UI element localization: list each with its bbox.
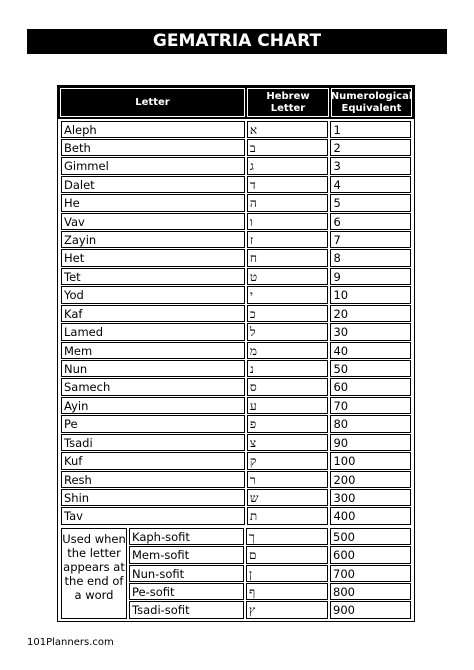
numerological-value-cell: 700	[330, 565, 411, 582]
hebrew-letter-cell: ן	[246, 565, 328, 582]
hebrew-letter-cell: ח	[247, 249, 329, 266]
table-row	[60, 175, 412, 193]
gematria-table	[57, 85, 415, 622]
header-hebrew-letter: Hebrew Letter	[247, 88, 329, 117]
table-row	[60, 415, 412, 433]
letter-name-cell: Dalet	[61, 176, 245, 193]
table-row	[60, 231, 412, 249]
table-row	[128, 527, 412, 545]
table-row	[128, 546, 412, 564]
table-row	[60, 378, 412, 396]
numerological-value-cell: 70	[330, 397, 411, 414]
table-row	[60, 396, 412, 414]
table-row	[60, 120, 412, 138]
letter-name-cell: Kaf	[61, 305, 245, 322]
hebrew-letter-cell: פ	[247, 415, 329, 432]
letter-name-cell: Beth	[61, 139, 245, 156]
letter-name-cell: Lamed	[61, 323, 245, 340]
letter-name-cell: Aleph	[61, 121, 245, 138]
hebrew-letter-cell: ש	[247, 489, 329, 506]
numerological-value-cell: 2	[330, 139, 411, 156]
letter-name-cell: Vav	[61, 213, 245, 230]
letter-name-cell: Nun-sofit	[129, 565, 244, 582]
letter-name-cell: He	[61, 194, 245, 211]
letter-name-cell: Mem	[61, 342, 245, 359]
hebrew-letter-cell: ד	[247, 176, 329, 193]
numerological-value-cell: 400	[330, 507, 411, 524]
table-row	[60, 286, 412, 304]
hebrew-letter-cell: ם	[246, 546, 328, 563]
table-row	[60, 507, 412, 525]
hebrew-letter-cell: נ	[247, 360, 329, 377]
footer-source: 101Planners.com	[27, 637, 114, 648]
numerological-value-cell: 40	[330, 342, 411, 359]
numerological-value-cell: 20	[330, 305, 411, 322]
letter-name-cell: Resh	[61, 471, 245, 488]
table-body	[58, 119, 414, 527]
hebrew-letter-cell: ע	[247, 397, 329, 414]
letter-name-cell: Samech	[61, 378, 245, 395]
letter-name-cell: Kaph-sofit	[129, 528, 244, 545]
table-row	[60, 212, 412, 230]
header-numerological-equivalent: Numerological Equivalent	[331, 88, 412, 117]
letter-name-cell: Zayin	[61, 231, 245, 248]
numerological-value-cell: 80	[330, 415, 411, 432]
hebrew-letter-cell: ק	[247, 452, 329, 469]
numerological-value-cell: 8	[330, 249, 411, 266]
hebrew-letter-cell: ך	[246, 528, 328, 545]
letter-name-cell: Tet	[61, 268, 245, 285]
numerological-value-cell: 3	[330, 157, 411, 174]
sofit-note: Used when the letter appears at the end of a word	[61, 528, 127, 619]
table-row	[60, 488, 412, 506]
numerological-value-cell: 50	[330, 360, 411, 377]
table-row	[60, 304, 412, 322]
numerological-value-cell: 30	[330, 323, 411, 340]
hebrew-letter-cell: ת	[247, 507, 329, 524]
table-row	[60, 470, 412, 488]
hebrew-letter-cell: ו	[247, 213, 329, 230]
numerological-value-cell: 6	[330, 213, 411, 230]
letter-name-cell: Het	[61, 249, 245, 266]
table-row	[60, 323, 412, 341]
numerological-value-cell: 90	[330, 434, 411, 451]
table-row	[60, 341, 412, 359]
numerological-value-cell: 9	[330, 268, 411, 285]
hebrew-letter-cell: ל	[247, 323, 329, 340]
table-row	[60, 249, 412, 267]
numerological-value-cell: 100	[330, 452, 411, 469]
hebrew-letter-cell: ג	[247, 157, 329, 174]
hebrew-letter-cell: ס	[247, 378, 329, 395]
hebrew-letter-cell: ף	[246, 583, 328, 600]
table-row	[60, 452, 412, 470]
hebrew-letter-cell: ר	[247, 471, 329, 488]
page-title: GEMATRIA CHART	[27, 29, 447, 54]
numerological-value-cell: 300	[330, 489, 411, 506]
letter-name-cell: Pe-sofit	[129, 583, 244, 600]
hebrew-letter-cell: ט	[247, 268, 329, 285]
numerological-value-cell: 5	[330, 194, 411, 211]
letter-name-cell: Nun	[61, 360, 245, 377]
letter-name-cell: Mem-sofit	[129, 546, 244, 563]
numerological-value-cell: 800	[330, 583, 411, 600]
table-row	[60, 138, 412, 156]
table-row	[128, 601, 412, 619]
header-letter: Letter	[60, 88, 245, 117]
letter-name-cell: Pe	[61, 415, 245, 432]
hebrew-letter-cell: י	[247, 286, 329, 303]
table-row	[60, 194, 412, 212]
letter-name-cell: Tav	[61, 507, 245, 524]
numerological-value-cell: 200	[330, 471, 411, 488]
table-header	[58, 86, 414, 119]
numerological-value-cell: 60	[330, 378, 411, 395]
hebrew-letter-cell: ץ	[246, 601, 328, 618]
hebrew-letter-cell: ז	[247, 231, 329, 248]
hebrew-letter-cell: מ	[247, 342, 329, 359]
hebrew-letter-cell: כ	[247, 305, 329, 322]
hebrew-letter-cell: צ	[247, 434, 329, 451]
numerological-value-cell: 500	[330, 528, 411, 545]
table-row	[128, 583, 412, 601]
table-row	[60, 267, 412, 285]
numerological-value-cell: 4	[330, 176, 411, 193]
letter-name-cell: Ayin	[61, 397, 245, 414]
numerological-value-cell: 600	[330, 546, 411, 563]
sofit-rows	[128, 527, 412, 619]
letter-name-cell: Shin	[61, 489, 245, 506]
table-row	[60, 433, 412, 451]
sofit-section	[58, 527, 414, 621]
letter-name-cell: Yod	[61, 286, 245, 303]
numerological-value-cell: 10	[330, 286, 411, 303]
letter-name-cell: Kuf	[61, 452, 245, 469]
hebrew-letter-cell: ב	[247, 139, 329, 156]
numerological-value-cell: 7	[330, 231, 411, 248]
hebrew-letter-cell: ה	[247, 194, 329, 211]
hebrew-letter-cell: א	[247, 121, 329, 138]
numerological-value-cell: 900	[330, 601, 411, 618]
table-row	[128, 564, 412, 582]
letter-name-cell: Gimmel	[61, 157, 245, 174]
letter-name-cell: Tsadi-sofit	[129, 601, 244, 618]
letter-name-cell: Tsadi	[61, 434, 245, 451]
table-row	[60, 359, 412, 377]
table-row	[60, 157, 412, 175]
numerological-value-cell: 1	[330, 121, 411, 138]
